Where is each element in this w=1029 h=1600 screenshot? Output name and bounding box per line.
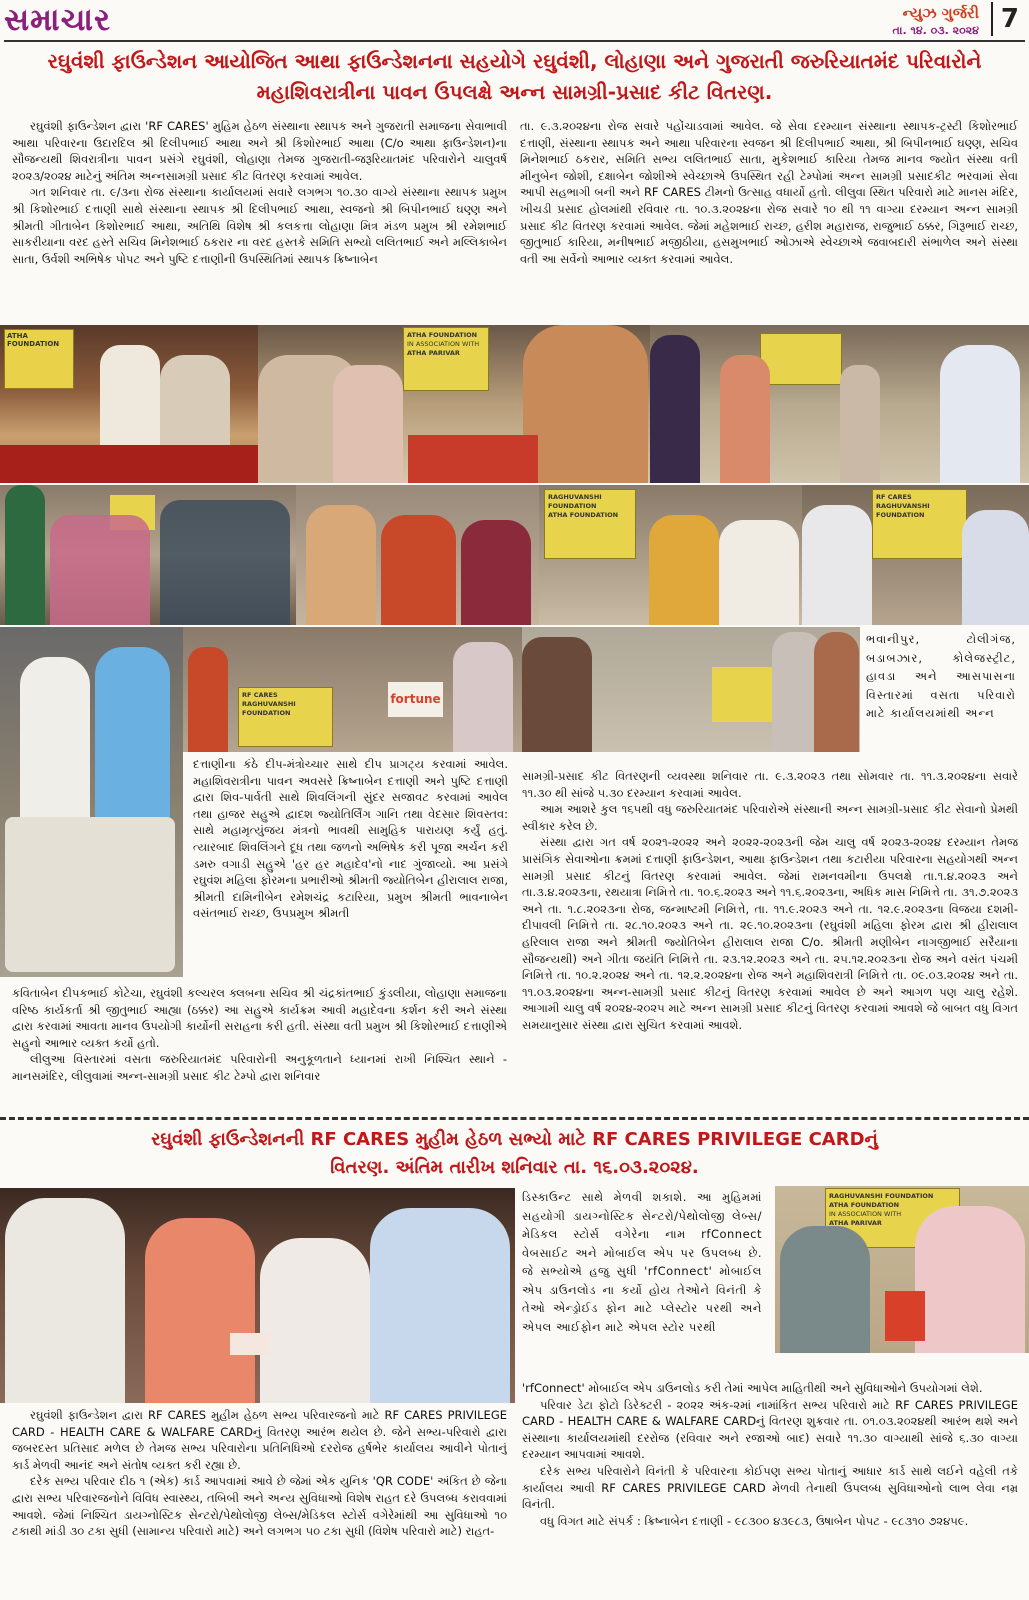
person	[5, 1198, 125, 1403]
article1-column1-bottom	[12, 985, 507, 1097]
paragraph: દરેક સભ્ય પરિવાર દીઠ ૧ (એક) કાર્ડ આપવામાં આવે છે જેમાં એક યુનિક 'QR CODE' અંકિત છે જેના દ્વારા સભ્ય પરિવારજનોને વિવિધ સ્વાસ્થ્ય, તબિબી અને અન્ય સુવિધાઓ વિશેષ રાહત દરે ઉપલબ્ધ કરાવવામાં આવશે. જેમાં નિશ્ચિત ડાયગ્નોસ્ટિક સેન્ટરો/પેથોલોજી લેબ્સ/મેડિકલ સ્ટોર્સ વગેરેમાંથી આ સુવિધાઓ ૧૦ ટકાથી માંડી ૩૦ ટકા સુધી (સામાન્ય પરિવારો માટે) અને લગભગ ૫૦ ટકા સુધી (વિશેષ પરિવારો માટે) રાહત-	[12, 1474, 507, 1539]
article1-column2	[520, 118, 1018, 322]
page-number: 7	[991, 2, 1019, 36]
person	[381, 515, 456, 625]
person	[814, 632, 859, 752]
person	[522, 637, 592, 752]
banner: RAGHUVANSHI FOUNDATION ATHA FOUNDATION	[544, 489, 636, 559]
paragraph: વધુ વિગત માટે સંપર્ક : ક્રિષ્નાબેન દત્તાણી - ૯૮૩૦૦ ૪૩૯૮૩, ઉષાબેન પોપટ - ૯૮૩૧૦ ૭૨૪૫૯.	[540, 1513, 969, 1528]
banner: RF CARES RAGHUVANSHI FOUNDATION	[238, 687, 333, 747]
photo-card-handover	[0, 1188, 515, 1403]
person	[306, 505, 376, 625]
side-text: ભવાનીપુર, ટોલીગંજ, બડાબઝાર, કોલેજસ્ટ્રીટ, હાવડા અને આસપાસના વિસ્તારમાં વસતા પરિવારો માટે કાર્યાલયમાંથી અન્ન	[866, 632, 1016, 720]
photo-men	[802, 485, 1029, 625]
photo-bags	[0, 627, 183, 977]
person	[523, 325, 648, 483]
headline-line: રઘુવંશી ફાઉન્ડેશનની RF CARES મુહીમ હેઠળ સભ્યો માટે RF CARES PRIVILEGE CARDનું	[151, 1129, 878, 1150]
privilege-card	[230, 1333, 270, 1355]
article1-column1	[12, 118, 507, 322]
person	[720, 355, 770, 483]
altar	[0, 445, 258, 483]
section-name: સમાચાર	[4, 2, 112, 38]
person	[95, 647, 170, 817]
photo-kit-distribution	[183, 627, 522, 752]
person	[370, 1208, 510, 1403]
photo-prayer-3	[650, 325, 1029, 483]
person	[260, 1238, 370, 1403]
people-group	[50, 515, 150, 625]
article2-column1	[12, 1407, 507, 1597]
person	[188, 647, 228, 752]
person	[840, 365, 880, 483]
paragraph: રઘુવંશી ફાઉન્ડેશન દ્વારા RF CARES મુહીમ હેઠળ સભ્ય પરિવારજનો માટે RF CARES PRIVILEGE CARD - HEALTH CARE & WALFARE CARDનું વિતરણ આરંભ થયેલ છે. જેને સભ્ય-પરિવારો દ્વારા જબરદસ્ત પ્રતિસાદ મળેલ છે તેમજ સભ્ય પરિવારોના પ્રતિનિધિઓ દરરોજ હર્ષભેર કાર્યાલય આવીને પોતાનું કાર્ડ મેળવી આનંદ અને સંતોષ વ્યક્ત કરી રહ્યા છે.	[12, 1408, 507, 1472]
article1-headline: રઘુવંશી ફાઉન્ડેશન આયોજિત આથા ફાઉન્ડેશનના સહયોગે રઘુવંશી, લોહાણા અને ગુજરાતી જરુરિયાતમંદ પરિવારોને મહાશિવરાત્રીના પાવન ઉપલક્ષે અન્ન સામગ્રી-પ્રસાદ કીટ વિતરણ.	[47, 49, 982, 104]
article2-headline	[10, 1126, 1019, 1182]
person	[962, 510, 1029, 625]
person	[719, 520, 799, 625]
paragraph: કવિતાબેન દીપકભાઈ કોટેચા, રઘુવંશી કલ્ચરલ ક્લબના સચિવ શ્રી ચંદ્રકાંતભાઈ કુંડલીયા, લોહાણા સમાજના વરિષ્ઠ કાર્યકર્તા શ્રી જીતુભાઈ આહ્યા (ઠક્કર) આ સહુએ કાર્યક્રમ આવી મહાદેવના કર્શન કરી અને સંસ્થા દ્વારા કરવામાં આવતા માનવ ઉપયોગી કાર્યોની સરાહના કરી હતી. સંસ્થા વતી પ્રમુખ શ્રી કિશોરભાઈ દત્તાણીએ સહુનો આભાર વ્યક્ત કર્યો હતો.	[12, 986, 507, 1050]
article2-column2	[522, 1380, 1018, 1595]
banner: RAGHUVANSHI FOUNDATION ATHA FOUNDATION IN ASSOCIATION WITH ATHA PARIVAR	[825, 1188, 960, 1248]
person	[5, 485, 45, 625]
article1-mid-text	[193, 756, 508, 990]
person	[145, 1218, 255, 1403]
person	[20, 657, 90, 817]
paragraph: દરેક સભ્ય પરિવારોને વિનંતી કે પરિવારના કોઈપણ સભ્ય પોતાનું આધાર કાર્ડ સાથે લઈને વહેલી તકે કાર્યાલય આવી RF CARES PRIVILEGE CARD મેળવી તેનાથી ઉપલબ્ધ સુવિધાઓનો લાભ લેવા નમ્ર વિનંતી.	[522, 1463, 1018, 1512]
kit-box: fortune	[388, 682, 443, 717]
photo-prayer-2	[258, 325, 650, 483]
people-group	[160, 500, 290, 625]
paragraph: સામગ્રી-પ્રસાદ કીટ વિતરણની વ્યવસ્થા શનિવાર તા. ૯.૩.૨૦૨૩ તથા સોમવાર તા. ૧૧.૩.૨૦૨૪ના સવારે ૧૧.૩૦ થી સાંજે ૫.૩૦ દરમ્યાન કરવામાં આવેલ.	[522, 769, 1018, 800]
paragraph: પરિવાર ડેટા ફોટો ડિરેક્ટરી - ૨૦૨૨ અંક-૨માં નામાંકિત સભ્ય પરિવારો માટે RF CARES PRIVILEGE CARD - HEALTH CARE & WALFARE CARDનું વિતરણ શુક્રવાર તા. ૦૧.૦૩.૨૦૨૪થી આરંભ થશે અને સંસ્થાના કાર્યાલયમાંથી દરરોજ (રવિવાર અને રજાઓ બાદ) સવારે ૧૧.૩૦ વાગ્યાથી સાંજે ૬.૩૦ વાગ્યા દરમ્યાન આપવામાં આવશે.	[522, 1397, 1018, 1462]
paragraph: સંસ્થા દ્વારા ગત વર્ષ ૨૦૨૧-૨૦૨૨ અને ૨૦૨૨-૨૦૨૩ની જેમ ચાલુ વર્ષ ૨૦૨૩-૨૦૨૪ દરમ્યાન તેમજ પ્રાસંગિક સેવાઓના ક્રમમાં દત્તાણી ફાઉન્ડેશન, આથા ફાઉન્ડેશન તથા કટારીયા પરિવારના સહયોગથી અન્ન સામગ્રી પ્રસાદ કીટનું વિતરણ કરવામાં આવેલ. જેમાં રામનવમીના ઉપલક્ષે તા.૧.૪.૨૦૨૩ અને તા.૩.૪.૨૦૨૩ના, રથયાત્રા નિમિત્તે તા. ૧૦.૬.૨૦૨૩ અને ૧૧.૬.૨૦૨૩ના, અધિક માસ નિમિત્તે તા. ૩૧.૭.૨૦૨૩ અને તા. ૧.૮.૨૦૨૩ના રોજ, જન્માષ્ટમી નિમિત્તે, તા. ૧૧.૯.૨૦૨૩ અને તા. ૧૨.૯.૨૦૨૩ના વિજયા દશમી-દીપાવલી નિમિત્તે તા. ૨૮.૧૦.૨૦૨૩ અને તા. ૨૯.૧૦.૨૦૨૩ના (રઘુવંશી મહિલા ફોરમ દ્વારા શ્રી હીરાલાલ હરિલાલ રાજા અને શ્રીમતી જ્યોતિબેન હીરાલાલ રાજા C/o. શ્રીમતી મણીબેન નાગજીભાઈ સરૈયાના સૌજન્યથી) અને ગીતા જયંતિ નિમિત્તે તા. ૨૩.૧૨.૨૦૨૩ અને તા. ૨૫.૧૨.૨૦૨૩ના રોજ અને વસંત પંચમી નિમિત્તે તા. ૧૦.૨.૨૦૨૪ અને તા. ૧૨.૨.૨૦૨૪ના રોજ અને મહાશિવરાત્રી નિમિત્તે તા. ૦૯.૦૩.૨૦૨૪ અને તા. ૧૧.૦૩.૨૦૨૪ના અન્ન-સામગ્રી પ્રસાદ કીટનું વિતરણ કરવામાં આવેલ છે અને આગળ પણ ચાલુ રહેશે. આગામી ચાલુ વર્ષ ૨૦૨૪-૨૦૨૫ માટે અન્ન સામગ્રી પ્રસાદ કીટનું વિતરણ કરવામાં આવશે જે બાબત વધુ વિગત સમયાનુસાર સંસ્થા દ્વારા સુચિત કરવામાં આવશે.	[522, 835, 1018, 1032]
paragraph: રઘુવંશી ફાઉન્ડેશન દ્વારા 'RF CARES' મુહિમ હેઠળ સંસ્થાના સ્થાપક અને ગુજરાતી સમાજના સેવાભાવી આથા પરિવારના ઉદારદિલ શ્રી દિલીપભાઈ આથા અને શ્રી કિશોરભાઈ આથા (C/o આથા ફાઉન્ડેશન)ના સૌજન્યથી શિવરાત્રીના પાવન પ્રસંગે રઘુવંશી, લોહાણા તેમજ ગુજરાતી-જરૂરિયાતમંદ પરિવારોને ચાલુવર્ષ ૨૦૨૩/૨૦૨૪ માટેનું અંતિમ અન્નસામગ્રી પ્રસાદ કીટ વિતરણ કરવામાં આવેલ.	[12, 119, 507, 183]
paragraph: તા. ૯.૩.૨૦૨૪ના રોજ સવારે પહોંચાડવામાં આવેલ. જે સેવા દરમ્યાન સંસ્થાના સ્થાપક-ટ્રસ્ટી કિશોરભાઈ દત્તાણી, સંસ્થાના સ્થાપક અને આથા પરિવારના સ્વજન શ્રી દિલીપભાઈ આથા, શ્રી બિપીનભાઈ ઘણ્ણ, સચિવ મિનેશભાઈ ઠકરાર, સમિતિ સભ્ય લલિતભાઈ સાતા, મુકેશભાઈ કારિયા તેમજ માનવ જ્યોત સંસ્થા વતી મીનુબેન જોશી, દક્ષાબેન જોશીએ સ્વેચ્છાએ ઉપસ્થિત રહી ટેમ્પોમાં અન્ન સામગ્રી પ્રસાદકીટ ભરવામાં સેવા આપી સહભાગી બની અને RF CARES ટીમનો ઉત્સાહ વધાર્યો હતો. લીલુવા સ્થિત પરિવારો માટે માનસ મંદિર, ખીચડી પ્રસાદ હોલમાંથી રવિવાર તા. ૧૦.૩.૨૦૨૪ના રોજ સવારે ૧૦ થી ૧૧ વાગ્યા દરમ્યાન અન્ન સામગ્રી પ્રસાદ કીટ વિતરણ કરવામાં આવેલ. જેમાં મહેશભાઈ રાચ્છ, હરીશ મહારાજ, રાજુભાઈ ઠક્કર, ગિરૂભાઈ રાચ્છ, જીતુભાઈ કારિયા, મનીષભાઈ મજીઠીયા, હસમુખભાઈ ઓઝાએ સ્વેચ્છાએ જવાબદારી સંભાળેલ અને સંસ્થા વતી આ સર્વેનો આભાર વ્યક્ત કરવામાં આવેલ.	[520, 119, 1018, 266]
banner: ATHA FOUNDATION	[4, 329, 74, 389]
top-rule	[4, 40, 1025, 42]
photo-two-women	[539, 485, 802, 625]
paragraph: આમ આશરે કુલ ૧૬૫થી વધુ જરુરિયાતમંદ પરિવારોએ સંસ્થાની અન્ન સામગ્રી-પ્રસાદ કીટ સેવાનો પ્રેમથી સ્વીકાર કરેલ છે.	[522, 802, 1018, 833]
photo-women-card	[775, 1186, 1029, 1353]
paragraph: 'rfConnect' મોબાઈલ એપ ડાઉનલોડ કરી તેમાં આપેલ માહિતીથી અને સુવિધાઓને ઉપયોગમાં લેશે.	[522, 1381, 983, 1395]
paragraph: દત્તાણીના કંઠે દીપ-મંત્રોચ્ચાર સાથે દીપ પ્રાગટ્ય કરવામાં આવેલ. મહાશિવરાત્રીના પાવન અવસરે ક્રિષ્નાબેન દત્તાણી અને પુષ્ટિ દત્તાણી દ્વારા શિવ-પાર્વતી સાથે શિવલિંગની સુંદર સજાવટ કરવામાં આવેલ તથા હાજર સહુએ દ્વાદશ જ્યોતિર્લિંગ ગાનિ તથા વેદસાર શિવસ્તવ: સાથે મહામૃત્યુંજય મંત્રનો ભાવથી સામુહિક પારાયણ કર્યું હતું. ત્યારબાદ શિવલિંગને દૂધ તથા જળનો અભિષેક કરી પૂજા અર્ચન કરી ડમરુ વગાડી સહુએ 'હર હર મહાદેવ'નો નાદ ગુંજાવ્યો. આ પ્રસંગે રઘુવંશ મહિલા ફોરમના પ્રભારીઓ શ્રીમતી જ્યોતિબેન હીરાલાલ રાજા, શ્રીમતી દામિનીબેન રમેશચંદ્ર કટારિયા, પ્રમુખ શ્રીમતી ભાવનાબેન વસંતભાઈ રાચ્છ, ઉપપ્રમુખ શ્રીમતી	[193, 757, 508, 921]
person	[802, 505, 872, 625]
banner: ATHA FOUNDATION IN ASSOCIATION WITH ATHA PARIVAR	[403, 327, 489, 391]
publication-date: તા. ૧૪. ૦૩. ૨૦૨૪	[892, 24, 979, 37]
person	[333, 365, 403, 483]
section-divider	[0, 1117, 1029, 1120]
photo-office	[522, 627, 860, 752]
paragraph: ડિસ્કાઉન્ટ સાથે મેળવી શકાશે. આ મુહિમમાં સહયોગી ડાયગ્નોસ્ટિક સેન્ટરો/પેથોલોજી લેબ્સ/મેડિકલ સ્ટોર્સ વગેરેના નામ rfConnect વેબસાઈટ અને મોબાઈલ એપ પર ઉપલબ્ધ છે. જે સભ્યોએ હજુ સુધી 'rfConnect' મોબાઈલ એપ ડાઉનલોડ ના કર્યો હોય તેઓને વિનંતી કે તેઓ એન્ડ્રોઈડ ફોન માટે પ્લેસ્ટોર પરથી અને એપલ આઈફોન માટે એપલ સ્ટોર પરથી	[522, 1190, 762, 1334]
person	[453, 642, 513, 752]
photo-group-1	[0, 485, 296, 625]
person	[649, 515, 719, 625]
photo-women-kits	[296, 485, 539, 625]
paragraph: લીલુઆ વિસ્તારમાં વસતા જરુરિયાતમંદ પરિવારોની અનુકૂળતાને ધ્યાનમાં રાખી નિશ્ચિત સ્થાને - માનસમંદિર, લીલુવામાં અન્ન-સામગ્રી પ્રસાદ કીટ ટેમ્પો દ્વારા શનિવાર	[12, 1052, 507, 1083]
person	[915, 1206, 1025, 1353]
banner: RF CARES RAGHUVANSHI FOUNDATION	[872, 489, 967, 559]
headline-line: વિતરણ. અંતિમ તારીખ શનિવાર તા. ૧૬.૦૩.૨૦૨૪.	[330, 1157, 699, 1178]
article2-mid-text	[522, 1188, 762, 1394]
publication-info	[892, 4, 979, 38]
photo-prayer-1	[0, 325, 258, 483]
person	[780, 1226, 870, 1353]
article1-column2-bottom	[522, 768, 1018, 1100]
altar	[408, 435, 538, 483]
person	[461, 520, 531, 625]
person	[940, 345, 1020, 483]
banner	[760, 333, 842, 385]
publication-name: ન્યુઝ ગુર્જરી	[902, 4, 979, 22]
paragraph: ગત શનિવાર તા. ૯/૩ના રોજ સંસ્થાના કાર્યાલયમાં સવારે લગભગ ૧૦.૩૦ વાગ્યે સંસ્થાના સ્થાપક પ્રમુખ શ્રી કિશોરભાઈ દત્તાણી સાથે સંસ્થાના સ્થાપક શ્રી દિલીપભાઈ આથા, સ્વજનો શ્રી બિપીનભાઈ ઘણ્ણ અને શ્રીમતી ગીતાબેન કિશોરભાઈ આથા, અતિથિ વિશેષ શ્રી કલકત્તા લોહાણા મિત્ર મંડળ પ્રમુખ શ્રી રમેશભાઈ સાકરીયાના વરદ હસ્તે સચિવ મિનેશભાઈ ઠકરાર ના વરદ હસ્તકે સમિતિ સભ્યો લલિતભાઈ અને મલ્લિકાબેન સાતા, ઉર્વશી અભિષેક પોપટ અને પુષ્ટિ દત્તાણીની ઉપસ્થિતિમાં સ્થાપક ક્રિષ્નાબેન	[12, 185, 507, 266]
privilege-card	[885, 1291, 925, 1341]
person	[650, 335, 700, 483]
kit-bags	[5, 817, 175, 972]
